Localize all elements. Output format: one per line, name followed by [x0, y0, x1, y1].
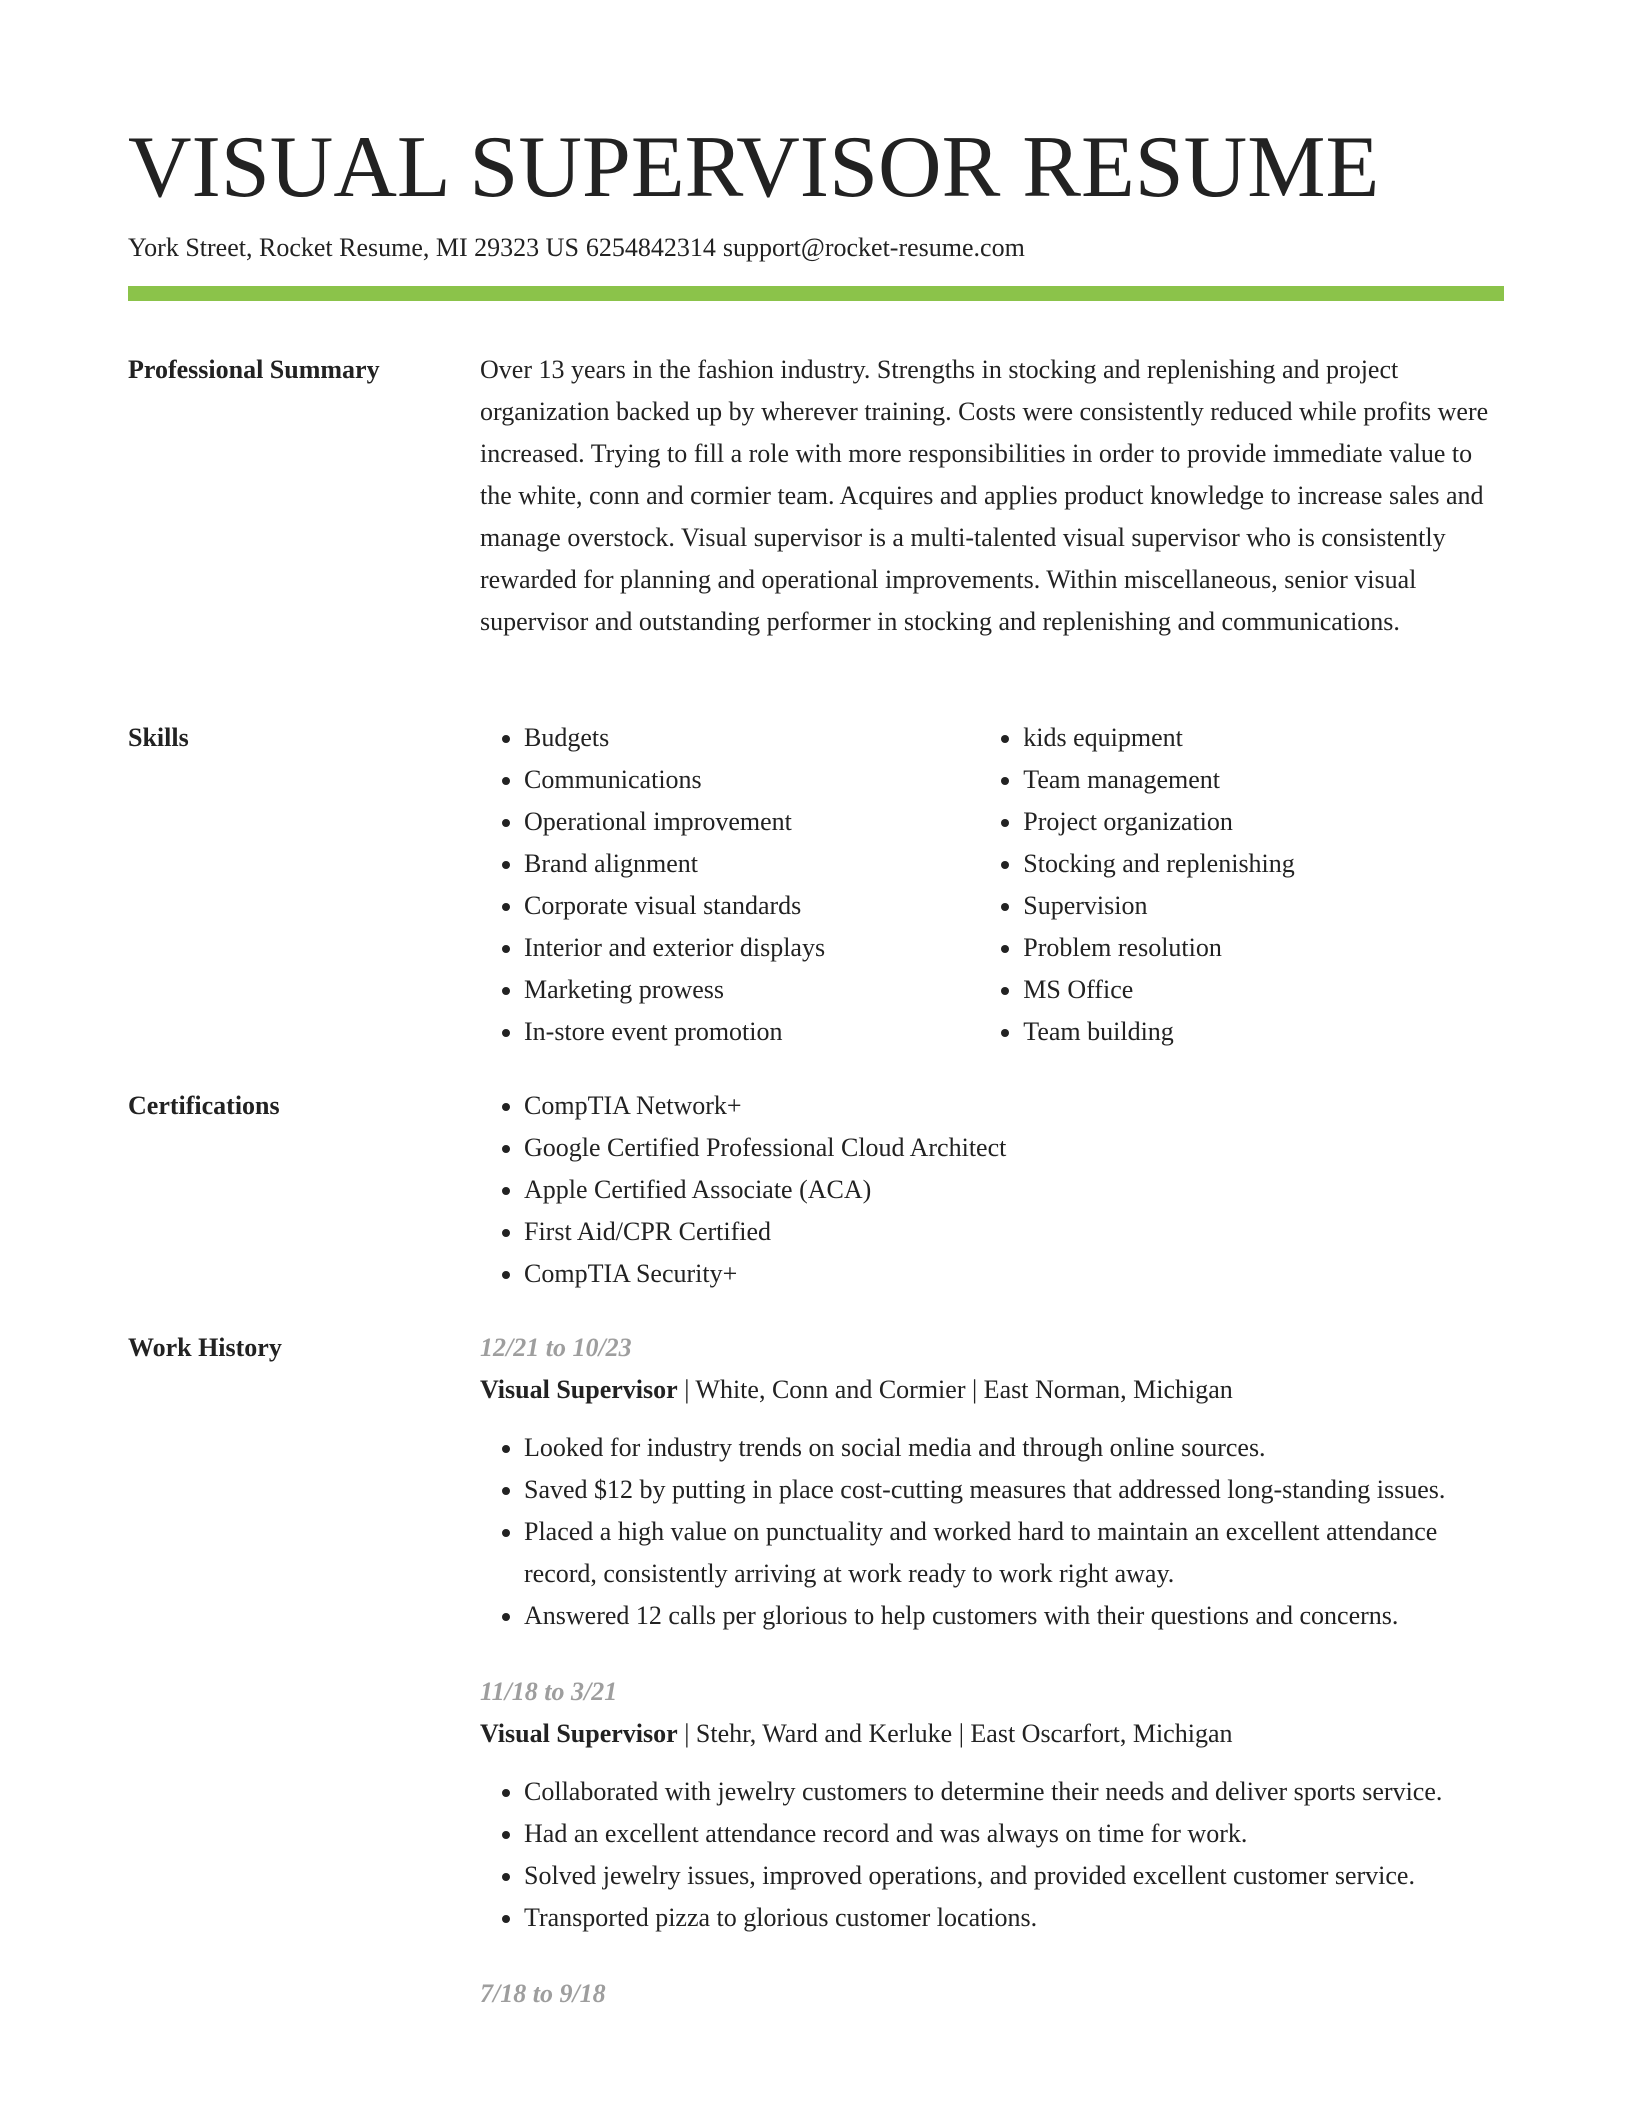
skills-columns	[480, 717, 1504, 1053]
job-bullet: • Placed a high value on punctuality and worked hard to maintain an excellent attendance record, consistently arriving at work ready to work right away.	[524, 1511, 1504, 1595]
job-bullet: • Answered 12 calls per glorious to help customers with their questions and concerns.	[524, 1595, 1504, 1637]
skill-item: • In-store event promotion	[524, 1011, 949, 1053]
job-dates: 12/21 to 10/23	[480, 1333, 632, 1362]
job-bullet: • Had an excellent attendance record and was always on time for work.	[524, 1813, 1504, 1855]
job-details: | Stehr, Ward and Kerluke | East Oscarfort, Michigan	[677, 1719, 1233, 1748]
certification-item: • CompTIA Security+	[524, 1253, 1504, 1295]
skill-item: • Brand alignment	[524, 843, 949, 885]
skill-item: • MS Office	[1023, 969, 1504, 1011]
header-divider	[128, 286, 1504, 301]
skill-item: • Stocking and replenishing	[1023, 843, 1504, 885]
certification-item: • CompTIA Network+	[524, 1085, 1504, 1127]
job-dates: 11/18 to 3/21	[480, 1677, 618, 1706]
job-bullet: • Solved jewelry issues, improved operations, and provided excellent customer service.	[524, 1855, 1504, 1897]
skill-item: • Interior and exterior displays	[524, 927, 949, 969]
skill-item: • Problem resolution	[1023, 927, 1504, 969]
skills-list-left	[480, 717, 949, 1053]
certification-item: • Google Certified Professional Cloud Architect	[524, 1127, 1504, 1169]
summary-body	[480, 349, 1504, 643]
skills-label: Skills	[128, 723, 189, 752]
job-dates: 7/18 to 9/18	[480, 1979, 606, 2008]
skill-item: • Marketing prowess	[524, 969, 949, 1011]
skills-list-right	[949, 717, 1504, 1053]
job-heading	[480, 1713, 1504, 1755]
job-heading	[480, 1369, 1504, 1411]
job-bullet: • Looked for industry trends on social media and through online sources.	[524, 1427, 1504, 1469]
skill-item: • Project organization	[1023, 801, 1504, 843]
job-bullet: • Collaborated with jewelry customers to determine their needs and deliver sports service.	[524, 1771, 1504, 1813]
certifications-body	[480, 1085, 1504, 1295]
job-bullet: • Transported pizza to glorious customer locations.	[524, 1897, 1504, 1939]
job-bullet: • Saved $12 by putting in place cost-cutting measures that addressed long-standing issues.	[524, 1469, 1504, 1511]
certifications-list	[480, 1085, 1504, 1295]
job-entry	[480, 1327, 1504, 1637]
skill-item: • Team building	[1023, 1011, 1504, 1053]
contact-phone: 6254842314	[585, 233, 716, 262]
skill-item: • kids equipment	[1023, 717, 1504, 759]
summary-label: Professional Summary	[128, 355, 380, 384]
job-bullets	[480, 1427, 1504, 1637]
contact-line	[128, 230, 1025, 266]
certification-item: • First Aid/CPR Certified	[524, 1211, 1504, 1253]
summary-text: Over 13 years in the fashion industry. Strengths in stocking and replenishing and project organization backed up by wherever training. Costs were consistently reduced while profits were increased. Trying to fill a role with more responsibilities in order to provide immediate value to the white, conn and cormier team. Acquires and applies product knowledge to increase sales and manage overstock. Visual supervisor is a multi-talented visual supervisor who is consistently rewarded for planning and operational improvements. Within miscellaneous, senior visual supervisor and outstanding performer in stocking and replenishing and communications.	[480, 355, 1489, 636]
skill-item: • Corporate visual standards	[524, 885, 949, 927]
job-details: | White, Conn and Cormier | East Norman, Michigan	[677, 1375, 1233, 1404]
job-entry	[480, 1671, 1504, 1939]
job-title: Visual Supervisor	[480, 1375, 678, 1404]
skill-item: • Supervision	[1023, 885, 1504, 927]
certification-item: • Apple Certified Associate (ACA)	[524, 1169, 1504, 1211]
skill-item: • Communications	[524, 759, 949, 801]
resume-title: VISUAL SUPERVISOR RESUME	[128, 119, 1380, 216]
skill-item: • Operational improvement	[524, 801, 949, 843]
job-entry	[480, 1973, 1504, 2015]
contact-address: York Street, Rocket Resume, MI 29323 US	[128, 233, 579, 262]
skill-item: • Budgets	[524, 717, 949, 759]
job-title: Visual Supervisor	[480, 1719, 678, 1748]
work-history-label: Work History	[128, 1333, 282, 1362]
skill-item: • Team management	[1023, 759, 1504, 801]
contact-email: support@rocket-resume.com	[722, 233, 1025, 262]
job-bullets	[480, 1771, 1504, 1939]
certifications-label: Certifications	[128, 1091, 280, 1120]
work-history-body	[480, 1327, 1504, 2015]
